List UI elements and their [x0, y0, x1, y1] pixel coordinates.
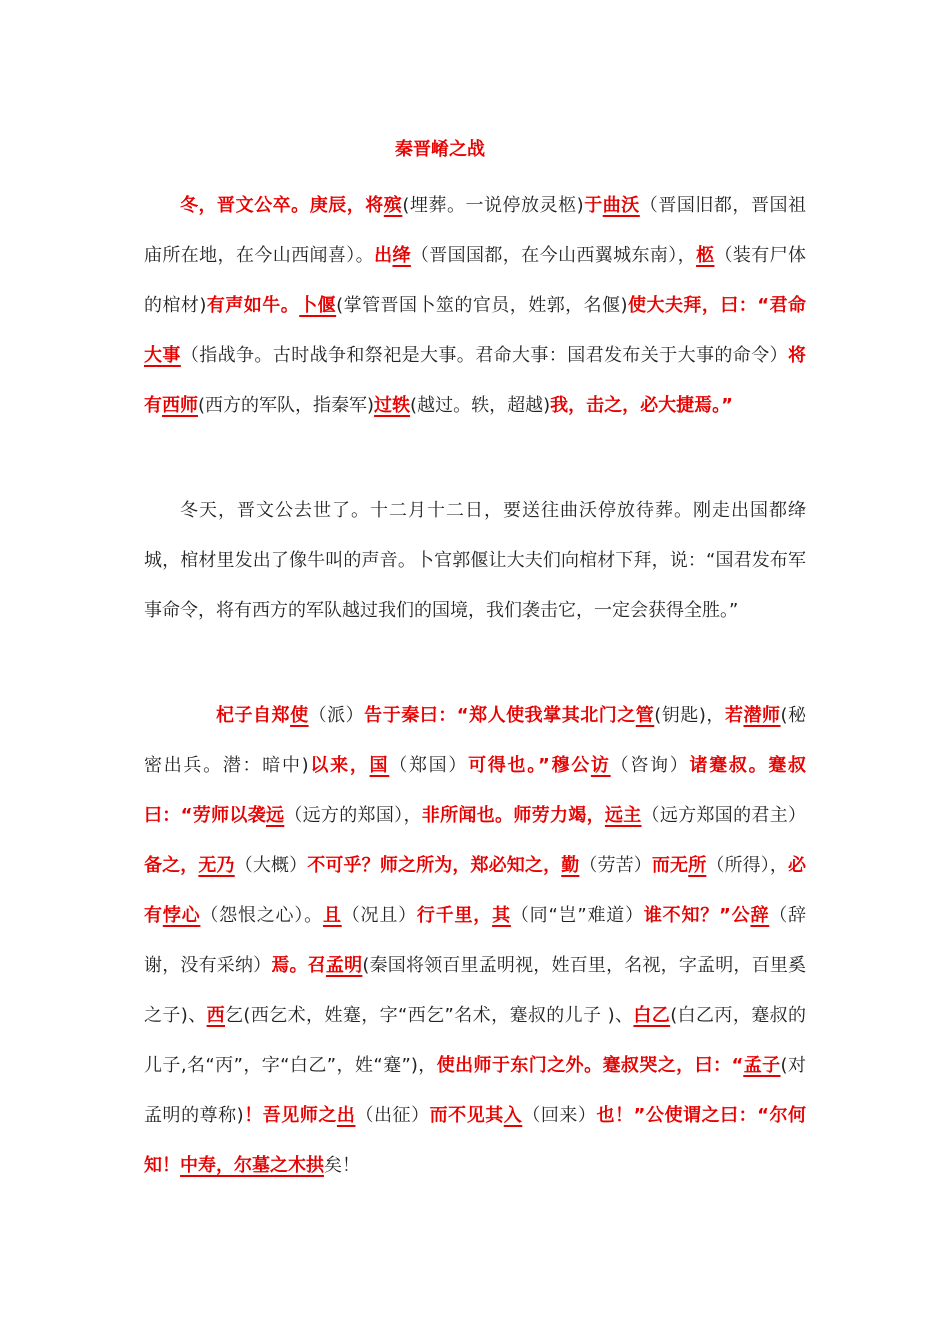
- original-text-run: 备之，: [144, 855, 199, 876]
- original-text-run: 可得也。”穆公: [468, 755, 591, 776]
- annotation-text-run: （远方郑国的君主）: [641, 805, 807, 826]
- annotation-text-run: （郑国）: [389, 755, 469, 776]
- original-text-run: 有声如牛。: [206, 295, 300, 316]
- keyword-annotated: 曲沃: [602, 195, 640, 216]
- annotation-text-run: （辞谢，没有采纳）: [144, 905, 807, 976]
- original-text-run: 而无: [651, 855, 689, 876]
- keyword-annotated: 其: [492, 905, 511, 926]
- keyword-annotated: 所: [688, 855, 707, 876]
- original-text-run: 使出师于东门之外。蹇叔哭之，曰：“: [436, 1055, 744, 1076]
- annotation-text-run: （劳苦）: [579, 855, 652, 876]
- keyword-annotated: 悖心: [162, 905, 201, 926]
- keyword-annotated: 管: [635, 705, 655, 726]
- keyword-annotated: 西师: [162, 395, 198, 416]
- keyword-annotated: 柩: [696, 245, 715, 266]
- keyword-annotated: 大事: [144, 345, 181, 366]
- annotation-text-run: (白乙丙，蹇叔的儿子,名“丙”，字“白乙”，姓“蹇”)，: [144, 1005, 807, 1076]
- original-text-run: 将有: [144, 345, 807, 416]
- original-text-run: 杞子自郑: [216, 705, 291, 726]
- keyword-annotated: 白乙: [633, 1005, 671, 1026]
- keyword-annotated: 出: [336, 1105, 356, 1126]
- original-text-run: 告于秦曰：“郑人使我掌其北门之: [364, 705, 636, 726]
- original-text-run: 行千里，: [416, 905, 493, 926]
- original-text-run: 于: [583, 195, 603, 216]
- annotation-text-run: （咨询）: [610, 755, 690, 776]
- annotation-text-run: （装有尸体的棺材): [144, 245, 807, 316]
- original-text-run: 必有: [144, 855, 807, 926]
- annotation-text-run: （所得），: [706, 855, 789, 876]
- annotation-text-run: （况且）: [341, 905, 417, 926]
- original-text-run: 而不见其: [429, 1105, 504, 1126]
- original-text-run: 我，击之，必大捷焉。”: [550, 395, 733, 416]
- original-text-run: 谁不知？”公: [643, 905, 751, 926]
- annotation-text-run: （大概）: [234, 855, 308, 876]
- original-text-run: 使大夫拜，曰：“君命: [627, 295, 807, 316]
- document-title: 秦晋崤之战: [395, 139, 485, 160]
- original-text-run: 冬，晋文公卒。庚辰，将: [180, 195, 384, 216]
- original-text-run: 诸蹇叔。蹇叔曰：“劳师以袭: [144, 755, 807, 826]
- original-text-run: 不可乎？师之所为，郑必知之，: [307, 855, 562, 876]
- paragraph-translation: 冬天，晋文公去世了。十二月十二日，要送往曲沃停放待葬。刚走出国都绛城，棺材里发出了像牛叫的声音。卜官郭偃让大夫们向棺材下拜，说：“国君发布军事命令，将有西方的军队越过我们的国境，我们袭击它，一定会获得全胜。”: [144, 500, 806, 621]
- annotation-text-run: (秘密出兵。潜：暗中): [144, 705, 807, 776]
- annotation-text-run: (秦国将领百里孟明视，姓百里，名视，字孟明，百里奚之子)、: [144, 955, 807, 1026]
- original-text-run: 非所闻也。师劳力竭，: [421, 805, 605, 826]
- annotation-text-run: （远方的郑国），: [284, 805, 422, 826]
- keyword-annotated: 勤: [561, 855, 580, 876]
- keyword-annotated: 中寿，尔墓之木拱: [180, 1155, 324, 1176]
- annotation-text-run: (掌管晋国卜筮的官员，姓郭，名偃): [336, 295, 628, 316]
- original-text-run: 以来，: [308, 755, 370, 776]
- keyword-annotated: 孟子: [743, 1055, 781, 1076]
- keyword-annotated: 绛: [392, 245, 411, 266]
- paragraph-original-text-1: [144, 181, 806, 431]
- original-text-run: 出: [374, 245, 393, 266]
- annotation-text-run: （怨恨之心）。: [200, 905, 323, 926]
- annotation-text-run: (对孟明的尊称): [144, 1055, 806, 1126]
- annotation-text-run: (埋葬。一说停放灵柩): [402, 195, 584, 216]
- keyword-annotated: 潜师: [743, 705, 781, 726]
- original-text-run: 焉。召: [271, 955, 326, 976]
- keyword-annotated: 使: [290, 705, 309, 726]
- annotation-text-run: （晋国国都，在今山西翼城东南），: [410, 245, 697, 266]
- annotation-text-run: (钥匙)，: [654, 705, 725, 726]
- keyword-annotated: 且: [322, 905, 342, 926]
- original-text-run: 也！”公使谓之曰：“尔何知！: [144, 1105, 807, 1176]
- annotation-text-run: （出征）: [355, 1105, 430, 1126]
- original-text-run: 若: [724, 705, 744, 726]
- keyword-annotated: 辞: [750, 905, 770, 926]
- keyword-annotated: 入: [503, 1105, 523, 1126]
- keyword-annotated: 孟明: [325, 955, 363, 976]
- annotation-text-run: （同“岂”难道）: [510, 905, 644, 926]
- keyword-annotated: 殡: [383, 195, 403, 216]
- keyword-annotated: 远: [266, 805, 285, 826]
- keyword-annotated: 访: [590, 755, 611, 776]
- keyword-annotated: 卜偃: [299, 295, 337, 316]
- annotation-text-run: （指战争。古时战争和祭祀是大事。君命大事：国君发布关于大事的命令）: [180, 345, 789, 366]
- keyword-annotated: 西: [206, 1005, 226, 1026]
- original-text-run: ！吾见师之: [243, 1105, 337, 1126]
- keyword-annotated: 无乃: [198, 855, 235, 876]
- annotation-text-run: （回来）: [522, 1105, 597, 1126]
- annotation-text-run: 矣！: [324, 1155, 360, 1176]
- annotation-text-run: (西方的军队，指秦军): [198, 395, 375, 416]
- annotation-text-run: 乞(西乞术，姓蹇，字“西乞”名术，蹇叔的儿子 )、: [225, 1005, 634, 1026]
- keyword-annotated: 过轶: [374, 395, 411, 416]
- keyword-annotated: 国: [369, 755, 390, 776]
- keyword-annotated: 远主: [604, 805, 642, 826]
- annotation-text-run: （晋国旧都，晋国祖庙所在地，在今山西闻喜）。: [144, 195, 807, 266]
- annotation-text-run: (越过。轶，超越): [410, 395, 551, 416]
- paragraph-original-text-2: [144, 691, 806, 1191]
- annotation-text-run: （派）: [308, 705, 365, 726]
